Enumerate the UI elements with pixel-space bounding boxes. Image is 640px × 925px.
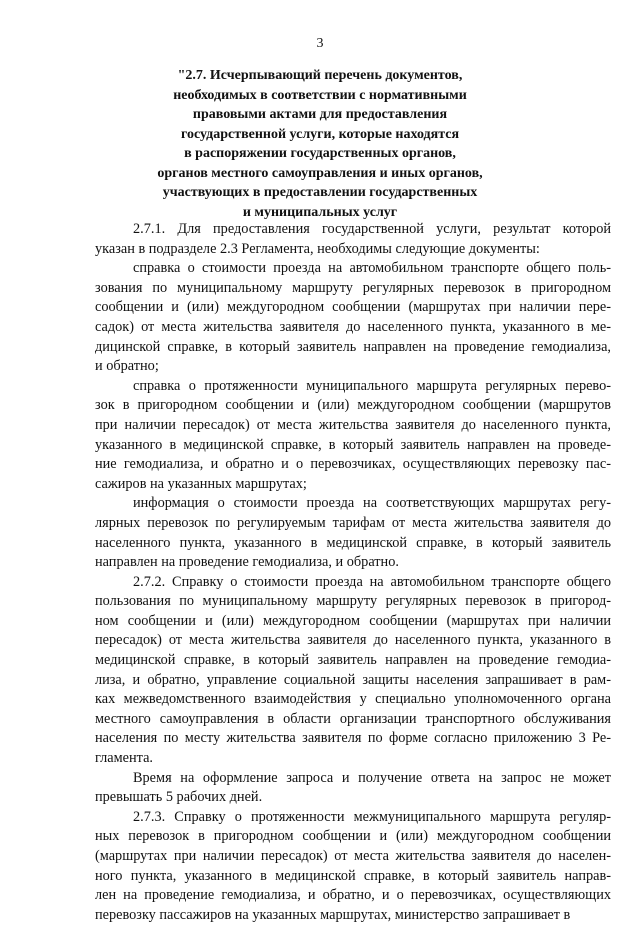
paragraph-line: пересадок) от места жительства заявителя до населенного пункта, указанного в: [95, 632, 611, 649]
paragraph-line: (маршрутах при наличии пересадок) от места жительства заявителя до населен-: [95, 848, 611, 864]
paragraph-line: направлен на проведение гемодиализа, и обратно.: [95, 554, 399, 571]
paragraph-line: сажиров на указанных маршрутах;: [95, 475, 307, 492]
paragraph-line: лярных перевозок по регулируемым тарифам от места жительства заявителя до: [95, 514, 611, 531]
paragraph-line: дицинской справке, в который заявитель направлен на проведение гемодиализа,: [95, 338, 611, 355]
paragraph-line: превышать 5 рабочих дней.: [95, 789, 263, 806]
paragraph-line: перевозку пассажиров на указанных маршрутах, министерство запрашивает в: [95, 906, 571, 923]
paragraph: [95, 573, 611, 769]
heading-line: органов местного самоуправления и иных органов,: [157, 165, 483, 181]
paragraph-line: справка о стоимости проезда на автомобильном транспорте общего поль-: [133, 260, 611, 277]
paragraph-line: Время на оформление запроса и получение ответа на запрос не может: [133, 769, 611, 786]
paragraph-line: лен на проведение гемодиализа, и обратно, и о перевозчиках, осуществляющих: [95, 887, 611, 904]
paragraph-line: указанного в медицинской справке, в который заявитель направлен на проведе-: [95, 436, 611, 453]
paragraph-line: зок в пригородном сообщении и (или) междугородном сообщении (маршрутов: [95, 397, 611, 414]
paragraph: [95, 220, 611, 259]
paragraph-line: садок) от места жительства заявителя до населенного пункта, указанного в ме-: [95, 318, 611, 335]
paragraph: [95, 769, 611, 808]
paragraph: [95, 377, 611, 495]
paragraph-line: сообщении и (или) междугородном сообщении (маршрутах при наличии пере-: [95, 299, 611, 316]
paragraph-line: 2.7.1. Для предоставления государственной услуги, результат которой: [133, 221, 611, 237]
paragraph-line: ках межведомственного взаимодействия у специально уполномоченного органа: [95, 691, 611, 708]
paragraph-line: населенного пункта, указанного в медицинской справке, в который заявитель: [95, 534, 611, 551]
heading-line: в распоряжении государственных органов,: [184, 146, 456, 161]
paragraph: [95, 808, 611, 925]
paragraph-line: при наличии пересадок) от места жительства заявителя до населенного пункта,: [95, 416, 611, 433]
heading-line: участвующих в предоставлении государственных: [162, 185, 478, 200]
paragraph-line: 2.7.2. Справку о стоимости проезда на автомобильном транспорте общего: [133, 573, 611, 590]
paragraph-line: ных перевозок в пригородном сообщении и (или) междугородном сообщении: [95, 828, 611, 845]
heading-line: и муниципальных услуг: [242, 204, 398, 220]
body-text: [95, 220, 611, 925]
paragraph-line: местного самоуправления в области организации транспортного обслуживания: [95, 710, 611, 727]
paragraph-line: ном сообщении и (или) междугородном сообщении (маршрутах при наличии: [95, 612, 611, 629]
paragraph-line: гламента.: [95, 750, 154, 767]
page-number: 3: [316, 36, 324, 51]
paragraph-line: и обратно;: [95, 358, 159, 375]
paragraph-line: зования по муниципальному маршруту регулярных перевозок в пригородном: [95, 279, 611, 296]
paragraph-line: лиза, и обратно, управление социальной защиты населения запрашивает в рам-: [95, 671, 611, 688]
paragraph-line: населения по месту жительства заявителя по форме согласно приложению 3 Ре-: [95, 730, 611, 747]
heading-line: правовыми актами для предоставления: [192, 107, 448, 122]
paragraph: [95, 494, 611, 572]
paragraph-line: 2.7.3. Справку о протяженности межмуниципального маршрута регуляр-: [133, 808, 611, 825]
heading-line: необходимых в соответствии с нормативными: [173, 87, 467, 103]
heading-line: "2.7. Исчерпывающий перечень документов,: [177, 68, 463, 83]
heading-line: государственной услуги, которые находятся: [180, 126, 460, 142]
paragraph-line: информация о стоимости проезда на соответствующих маршрутах регу-: [133, 495, 611, 512]
paragraph-line: ного пункта, указанного в медицинской справке, в который заявитель направ-: [95, 867, 611, 884]
paragraph-line: справка о протяженности муниципального маршрута регулярных перево-: [133, 377, 611, 394]
paragraph-line: ние гемодиализа, и обратно и о перевозчиках, осуществляющих перевозку пас-: [95, 456, 611, 473]
paragraph: [95, 259, 611, 377]
paragraph-line: пользования по муниципальному маршруту регулярных перевозок в пригород-: [95, 593, 611, 610]
section-heading: [0, 66, 640, 222]
paragraph-line: медицинской справке, в который заявитель направлен на проведение гемодиа-: [95, 652, 611, 669]
paragraph-line: указан в подразделе 2.3 Регламента, необходимы следующие документы:: [95, 240, 540, 257]
